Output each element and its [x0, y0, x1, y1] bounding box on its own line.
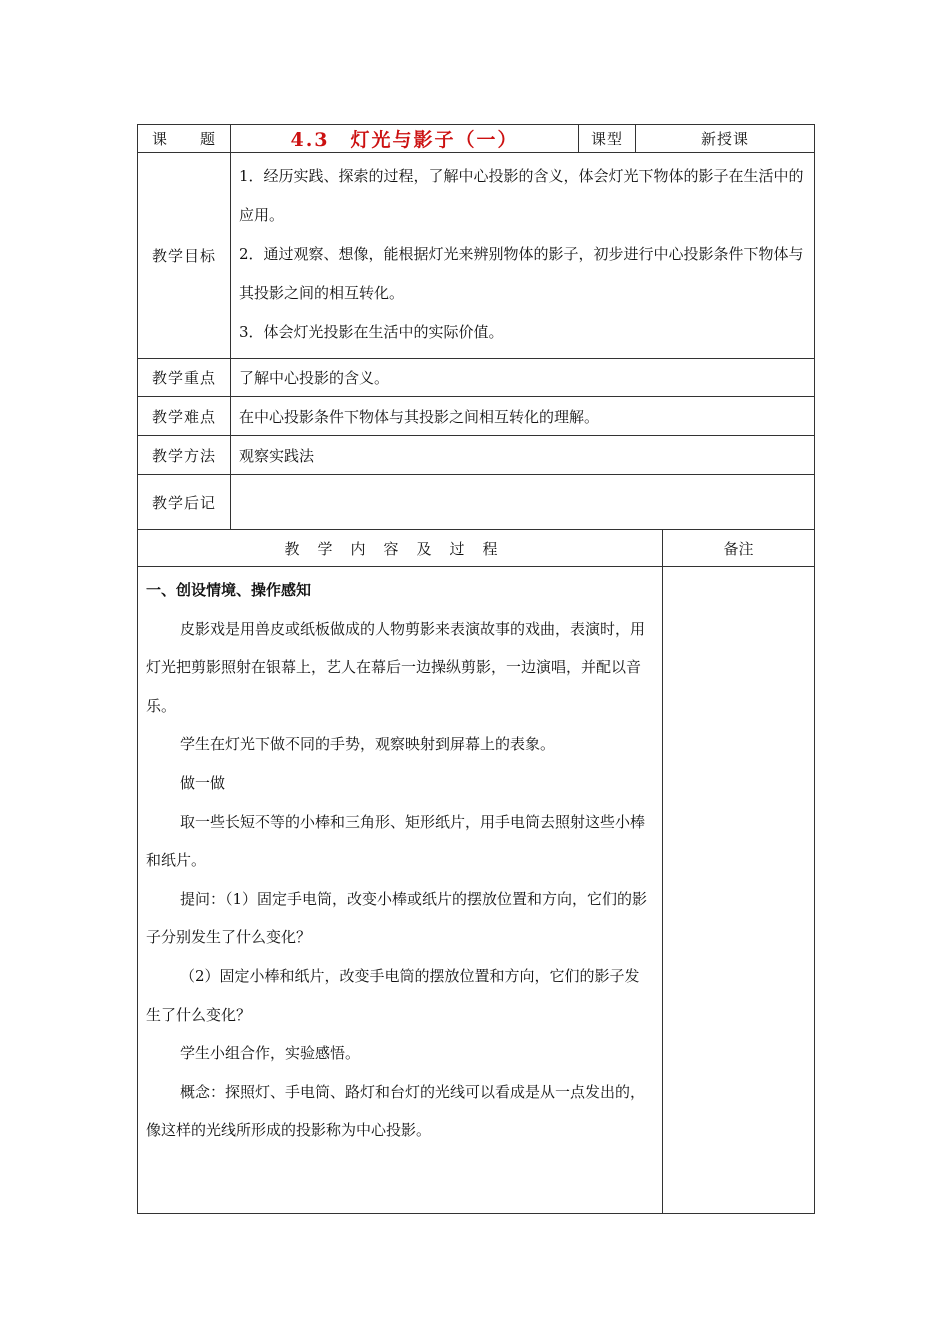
lesson-type-label: 课型 [579, 125, 636, 153]
paragraph: 学生在灯光下做不同的手势，观察映射到屏幕上的表象。 [180, 735, 556, 754]
notes-header: 备注 [663, 530, 815, 567]
paragraph: 提问：（1）固定手电筒，改变小棒或纸片的摆放位置和方向，它们的影子分别发生了什么变化？ [146, 889, 648, 947]
process-header: 教学内容及过程 [138, 530, 663, 567]
lesson-plan [137, 124, 814, 1214]
goal-item: 3．体会灯光投影在生活中的实际价值。 [239, 323, 504, 341]
process-table [137, 529, 815, 1214]
goal-item: 1．经历实践、探索的过程，了解中心投影的含义，体会灯光下物体的影子在生活中的应用。 [239, 167, 804, 224]
goals-content [231, 153, 815, 359]
difficulty-label: 教学难点 [138, 397, 231, 436]
lesson-type-value: 新授课 [636, 125, 815, 153]
paragraph: 做一做 [180, 773, 226, 792]
reflection-value [231, 475, 815, 530]
process-content [138, 567, 663, 1214]
notes-column [663, 567, 815, 1214]
method-value: 观察实践法 [231, 436, 815, 475]
paragraph: 概念：探照灯、手电筒、路灯和台灯的光线可以看成是从一点发出的，像这样的光线所形成的投影称为中心投影。 [146, 1082, 646, 1140]
section-title: 一、创设情境、操作感知 [146, 581, 312, 599]
key-point-value: 了解中心投影的含义。 [231, 359, 815, 397]
difficulty-value: 在中心投影条件下物体与其投影之间相互转化的理解。 [231, 397, 815, 436]
lesson-header-table [137, 124, 815, 530]
topic-label: 课 题 [138, 125, 231, 153]
goal-item: 2．通过观察、想像，能根据灯光来辨别物体的影子，初步进行中心投影条件下物体与其投影之间的相互转化。 [239, 245, 804, 302]
paragraph: （2）固定小棒和纸片，改变手电筒的摆放位置和方向，它们的影子发生了什么变化？ [146, 966, 640, 1024]
lesson-title: 4.3 灯光与影子（一） [231, 125, 579, 153]
goals-label: 教学目标 [138, 153, 231, 359]
method-label: 教学方法 [138, 436, 231, 475]
paragraph: 皮影戏是用兽皮或纸板做成的人物剪影来表演故事的戏曲，表演时，用灯光把剪影照射在银幕上，艺人在幕后一边操纵剪影，一边演唱，并配以音乐。 [146, 619, 646, 715]
paragraph: 取一些长短不等的小棒和三角形、矩形纸片，用手电筒去照射这些小棒和纸片。 [146, 812, 646, 870]
key-point-label: 教学重点 [138, 359, 231, 397]
reflection-label: 教学后记 [138, 475, 231, 530]
paragraph: 学生小组合作，实验感悟。 [180, 1044, 361, 1063]
